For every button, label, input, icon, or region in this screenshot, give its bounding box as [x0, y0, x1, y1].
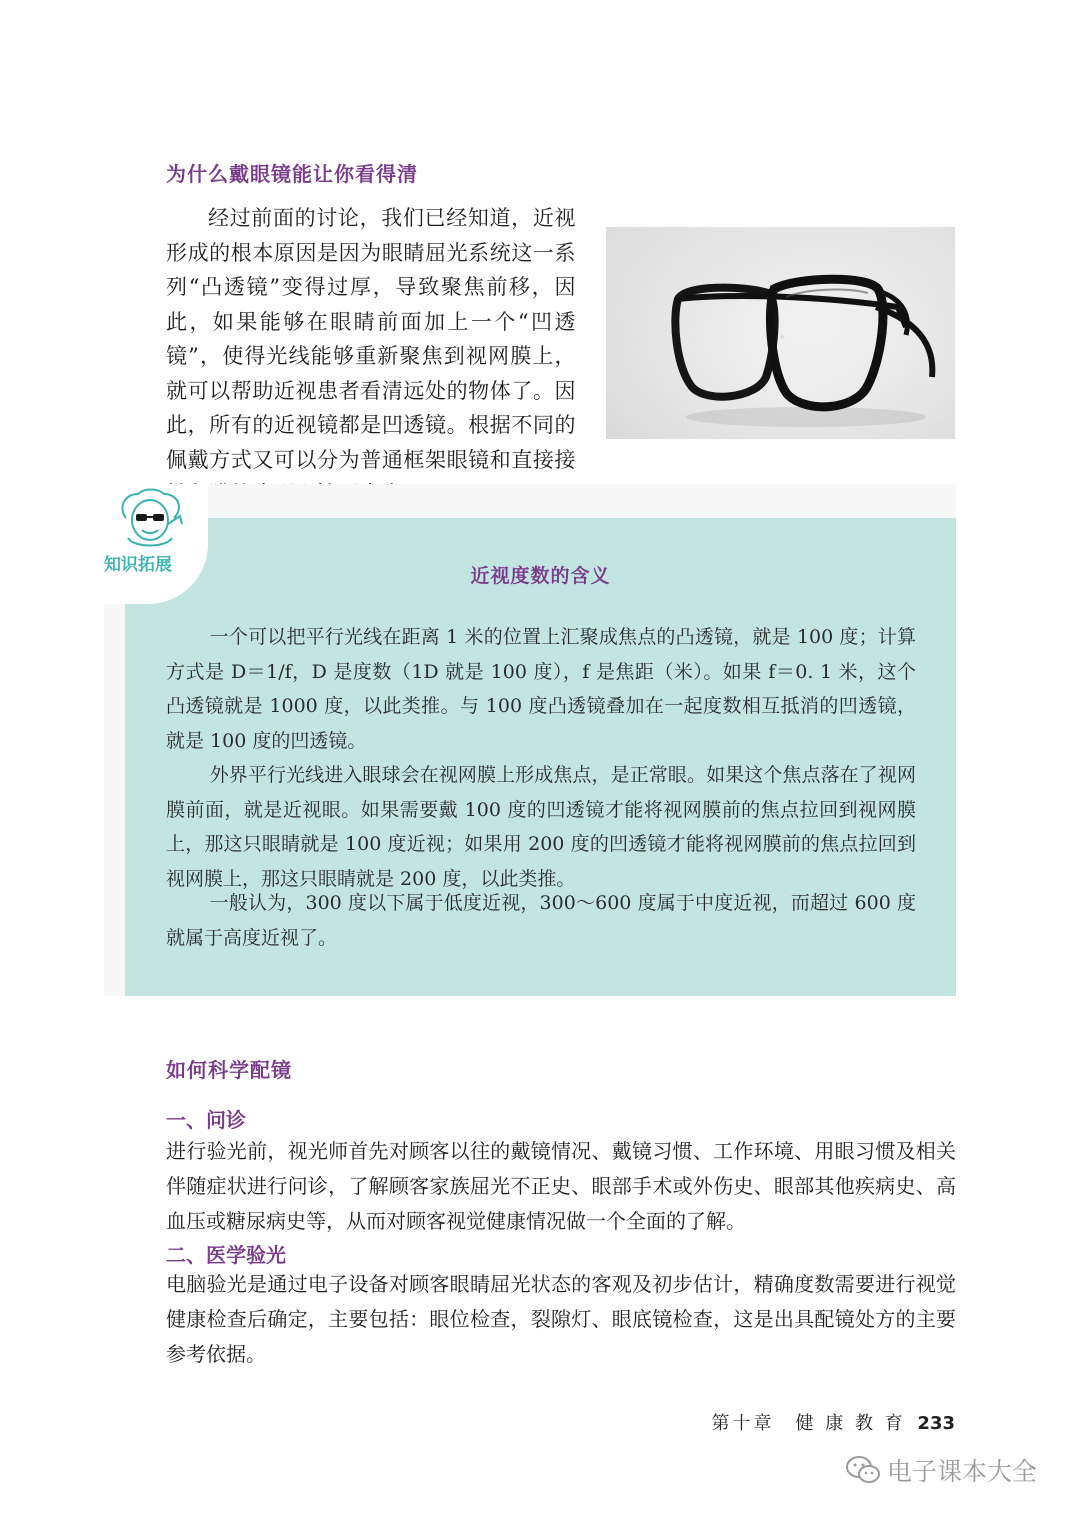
page-number: 233 — [917, 1413, 955, 1434]
knowledge-badge-label: 知识拓展 — [104, 555, 172, 575]
subheading-consultation: 一、问诊 — [166, 1108, 246, 1132]
watermark — [845, 1452, 1037, 1488]
consultation-text: 进行验光前，视光师首先对顾客以往的戴镜情况、戴镜习惯、工作环境、用眼习惯及相关伴随症状进行问诊，了解顾客家族屈光不正史、眼部手术或外伤史、眼部其他疾病史、高血压或糖尿病史等，从而对顾客视觉健康情况做一个全面的了解。 — [166, 1139, 956, 1233]
glasses-icon — [606, 227, 955, 439]
chapter-label: 第十章 健 康 教 育 — [711, 1413, 906, 1434]
optometry-text: 电脑验光是通过电子设备对顾客眼睛屈光状态的客观及初步估计，精确度数需要进行视觉健康检查后确定，主要包括：眼位检查，裂隙灯、眼底镜检查，这是出具配镜处方的主要参考依据。 — [166, 1272, 956, 1366]
knowledge-title: 近视度数的含义 — [470, 565, 611, 587]
professor-mascot-icon — [114, 488, 186, 550]
page-footer — [712, 1409, 955, 1435]
intro-paragraph: 经过前面的讨论，我们已经知道，近视形成的根本原因是因为眼睛屈光系统这一系列“凸透镜”变得过厚，导致聚焦前移，因此，如果能够在眼睛前面加上一个“凹透镜”，使得光线能够重新聚焦到视网膜上，就可以帮助近视患者看清远处的物体了。因此，所有的近视镜都是凹透镜。根据不同的佩戴方式又可以分为普通框架眼镜和直接接 — [166, 206, 576, 472]
knowledge-paragraph-3: 一般认为，300 度以下属于低度近视，300～600 度属于中度近视，而超过 600 度就属于高度近视了。 — [166, 892, 916, 949]
watermark-text: 电子课本大全 — [887, 1457, 1038, 1486]
knowledge-paragraph-2: 外界平行光线进入眼球会在视网膜上形成焦点，是正常眼。如果这个焦点落在了视网膜前面，就是近视眼。如果需要戴 100 度的凹透镜才能将视网膜前的焦点拉回到视网膜上，那这只眼睛就是 100 度近视；如果用 200 度的凹透镜才能将视网膜前的焦点拉回到视网膜上，那这只眼睛就是 200 度，以此类推。 — [166, 764, 916, 890]
section-heading-how-to-fit: 如何科学配镜 — [166, 1058, 292, 1082]
wechat-icon — [845, 1455, 881, 1485]
subheading-optometry: 二、医学验光 — [166, 1243, 286, 1267]
glasses-photo — [606, 227, 955, 439]
knowledge-paragraph-1: 一个可以把平行光线在距离 1 米的位置上汇聚成焦点的凸透镜，就是 100 度；计算方式是 D＝1/f，D 是度数（1D 就是 100 度），f 是焦距（米）。如果 f＝0. 1 米，这个凸透镜就是 1000 度，以此类推。与 100 度凸透镜叠加在一起度数相互抵消的凹透镜，就是 100 度的凹透镜。 — [166, 626, 916, 752]
section-heading-why-glasses: 为什么戴眼镜能让你看得清 — [166, 162, 418, 186]
